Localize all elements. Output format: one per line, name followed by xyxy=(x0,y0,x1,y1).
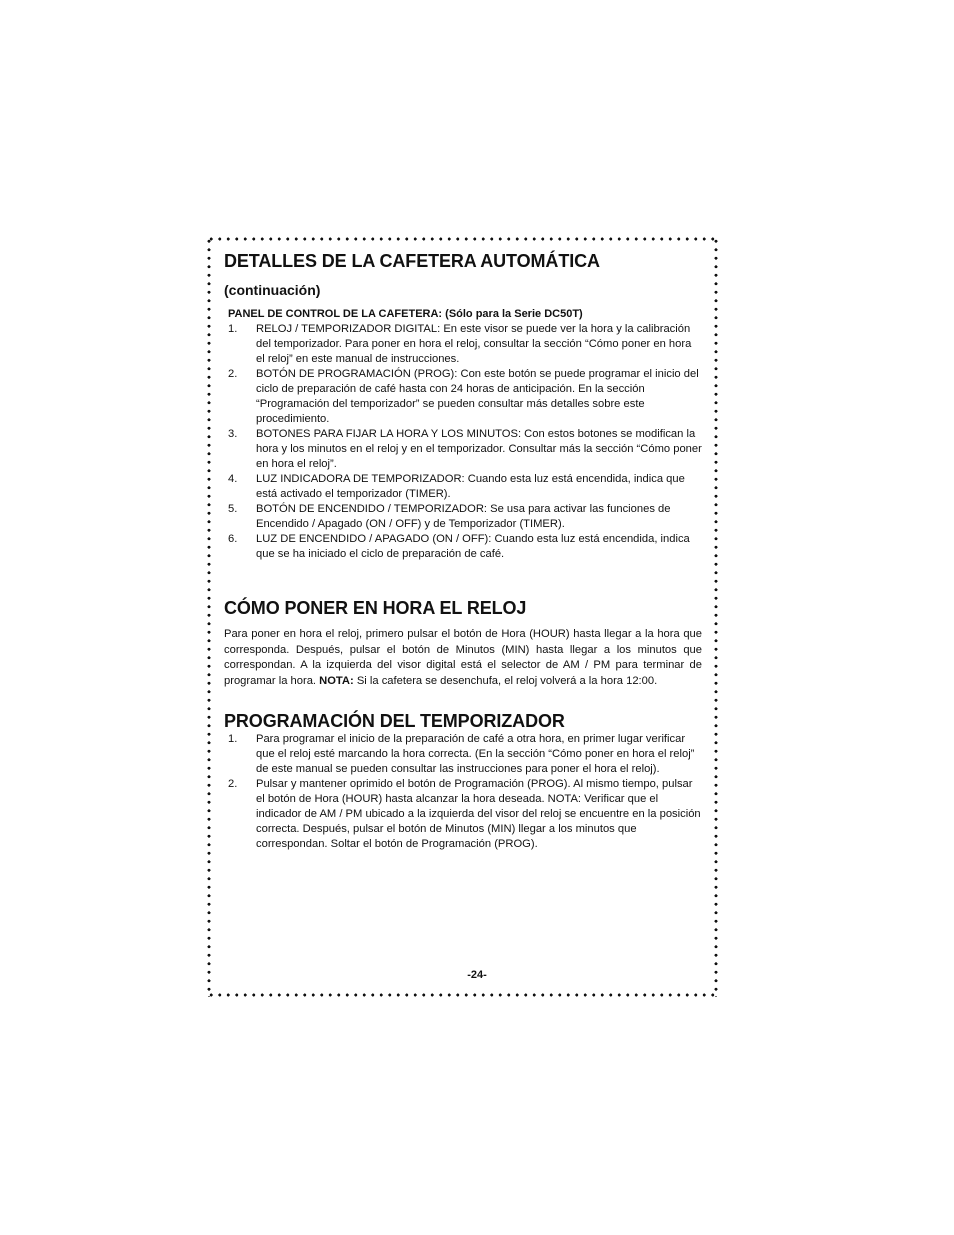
item-text: RELOJ / TEMPORIZADOR DIGITAL: En este visor se puede ver la hora y la calibración del temporizador. Para poner en hora el reloj, consultar la sección “Cómo poner en hora el reloj” en este manual de instrucciones. xyxy=(256,323,692,365)
panel-heading: PANEL DE CONTROL DE LA CAFETERA: (Sólo para la Serie DC50T) xyxy=(228,308,583,320)
list-item xyxy=(224,322,702,367)
page-number: -24- xyxy=(467,969,487,981)
item-text: LUZ DE ENCENDIDO / APAGADO (ON / OFF): Cuando esta luz está encendida, indica que se ha iniciado el ciclo de preparación de café. xyxy=(256,533,690,560)
clock-heading: CÓMO PONER EN HORA EL RELOJ xyxy=(224,598,527,618)
clock-note-text: Si la cafetera se desenchufa, el reloj volverá a la hora 12:00. xyxy=(353,674,658,687)
border-left xyxy=(207,237,211,997)
clock-paragraph xyxy=(224,627,702,689)
item-number: 1. xyxy=(228,323,238,335)
clock-text: Para poner en hora el reloj, primero pulsar el botón de Hora (HOUR) hasta llegar a la hora que corresponda. Después, pulsar el botón de Minutos (MIN) hasta llegar a los minutos que correspondan. A la izquierda del visor digital está el selector de AM / PM para terminar de programar la hora. xyxy=(224,628,702,687)
item-text: BOTÓN DE ENCENDIDO / TEMPORIZADOR: Se usa para activar las funciones de Encendido / Apagado (ON / OFF) y de Temporizador (TIMER). xyxy=(256,503,671,530)
item-number: 2. xyxy=(228,368,238,380)
list-item xyxy=(224,472,702,502)
page-title: DETALLES DE LA CAFETERA AUTOMÁTICA xyxy=(224,251,600,271)
panel-list xyxy=(224,322,702,562)
item-number: 3. xyxy=(228,428,238,440)
list-item xyxy=(224,532,702,562)
item-number: 6. xyxy=(228,533,238,545)
list-item xyxy=(224,427,702,472)
page-content xyxy=(224,250,702,852)
border-bottom xyxy=(207,993,718,997)
timer-list xyxy=(224,732,702,852)
item-text: Pulsar y mantener oprimido el botón de Programación (PROG). Al mismo tiempo, pulsar el botón de Hora (HOUR) hasta alcanzar la hora deseada. NOTA: Verificar que el indicador de AM / PM ubicado a la izquierda del visor del reloj se encuentre en la posición correcta. Después, pulsar el botón de Minutos (MIN) llegar a los minutos que correspondan. Soltar el botón de Programación (PROG). xyxy=(256,778,701,851)
item-number: 5. xyxy=(228,503,238,515)
item-number: 4. xyxy=(228,473,238,485)
timer-heading: PROGRAMACIÓN DEL TEMPORIZADOR xyxy=(224,711,565,732)
border-top xyxy=(207,237,718,241)
note-label: NOTA: xyxy=(319,674,354,687)
item-text: BOTÓN DE PROGRAMACIÓN (PROG): Con este botón se puede programar el inicio del ciclo de preparación de café hasta con 24 horas de anticipación. En la sección “Programación del temporizador” se pueden consultar más detalles sobre este procedimiento. xyxy=(256,368,699,425)
item-number: 1. xyxy=(228,733,238,746)
list-item xyxy=(224,777,702,852)
list-item xyxy=(224,732,702,777)
item-text: Para programar el inicio de la preparación de café a otra hora, en primer lugar verificar que el reloj esté marcando la hora correcta. (En la sección “Cómo poner en hora el reloj” de este manual se pueden consultar las instrucciones para poner el hora el reloj). xyxy=(256,733,695,776)
item-text: LUZ INDICADORA DE TEMPORIZADOR: Cuando esta luz está encendida, indica que está activado el temporizador (TIMER). xyxy=(256,473,685,500)
list-item xyxy=(224,502,702,532)
item-text: BOTONES PARA FIJAR LA HORA Y LOS MINUTOS: Con estos botones se modifican la hora y los minutos en el reloj y en el temporizador. Consultar más la sección “Cómo poner en hora el reloj”. xyxy=(256,428,702,470)
list-item xyxy=(224,367,702,427)
item-number: 2. xyxy=(228,778,238,791)
page-subtitle: (continuación) xyxy=(224,282,321,298)
border-right xyxy=(714,237,718,997)
